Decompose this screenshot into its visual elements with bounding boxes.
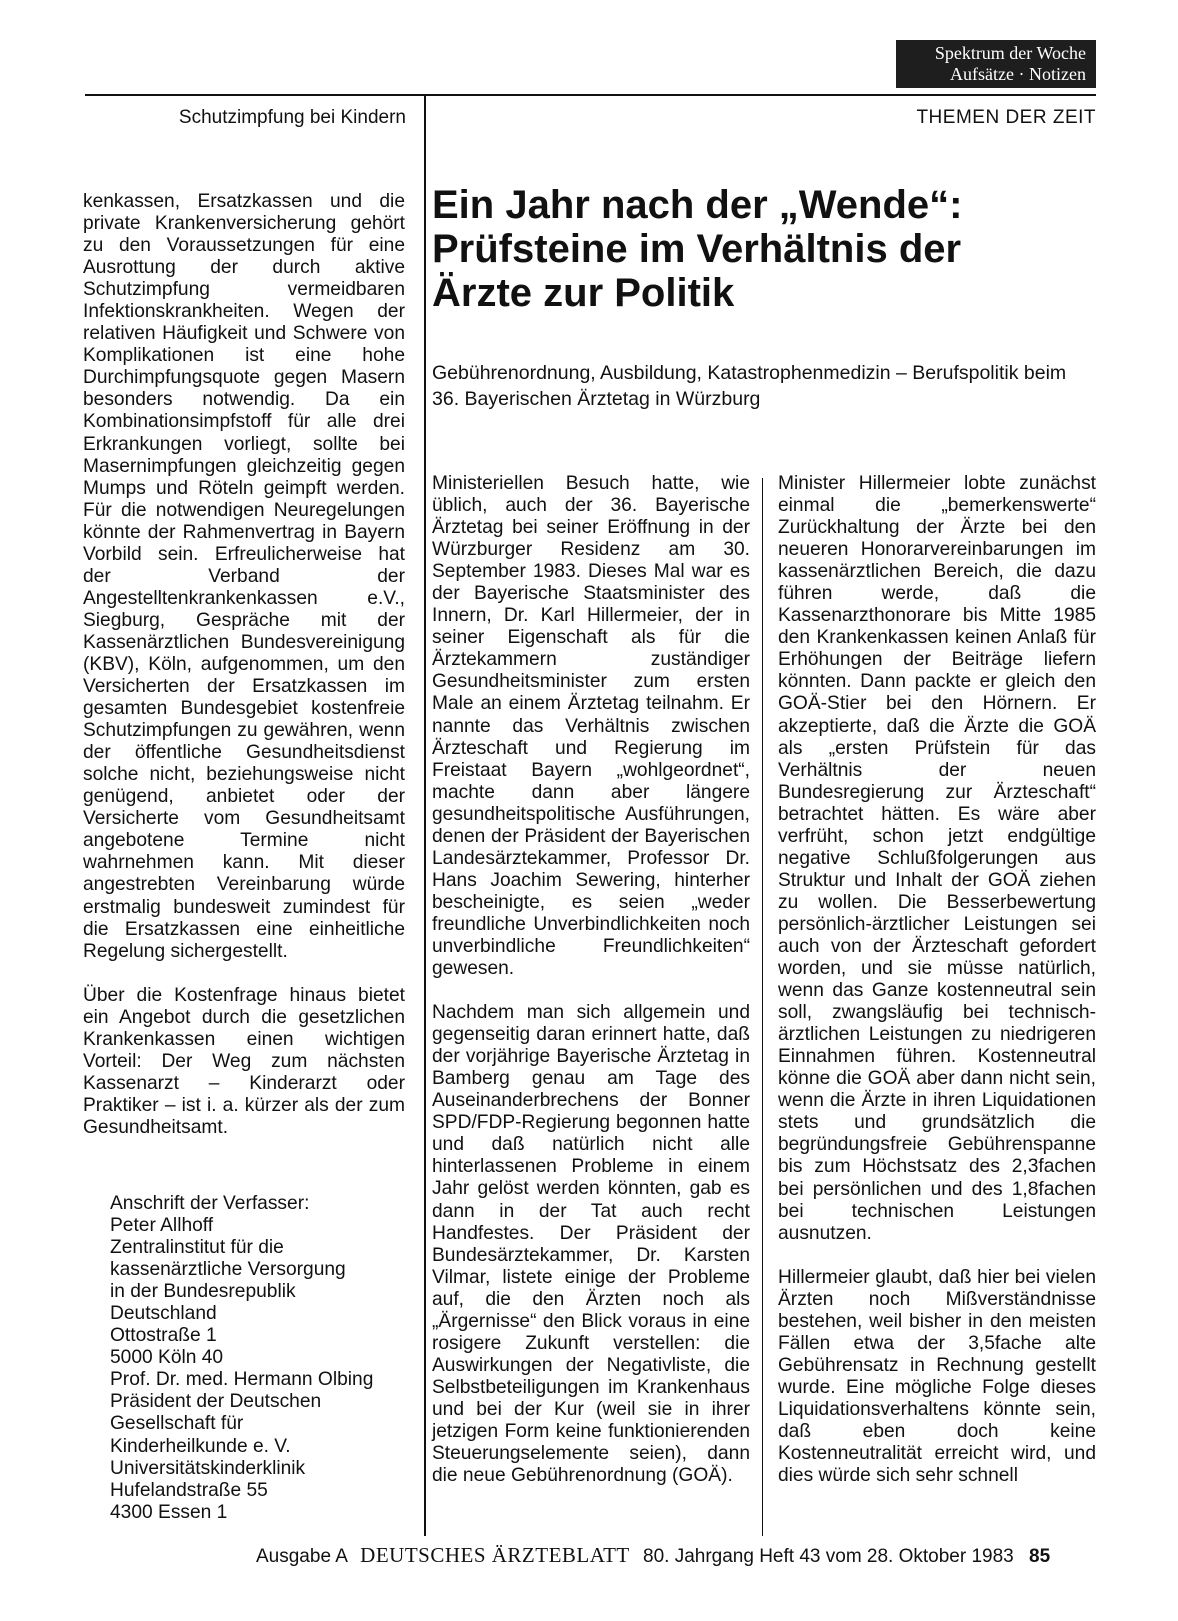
- footer-magazine: DEUTSCHES ÄRZTEBLATT: [360, 1543, 630, 1567]
- article-title: Ein Jahr nach der „Wende“: Prüfsteine im Verhältnis der Ärzte zur Politik: [432, 183, 963, 315]
- address-line: 5000 Köln 40: [110, 1347, 224, 1369]
- right-paragraph-1: Minister Hillermeier lobte zunächst einmal die „bemerkenswerte“ Zurückhaltung der Ärzte bei den neueren Honorarvereinbarungen im kassenärztlichen Bereich, die dazu führen werde, daß die Kassenarzthonorare bis Mitte 1985 den Krankenkassen keinen Anlaß für Erhöhungen der Beiträge liefern könnten. Dann packte er gleich den GOÄ-Stier bei den Hörnern. Er akzeptierte, daß die Ärzte die GOÄ als „ersten Prüfstein für das Verhältnis der neuen Bundesregierung zur Ärzteschaft“ betrachtet hätten. Es wäre aber verfrüht, schon jetzt endgültige negative Schlußfolgerungen aus Struktur und Inhalt der GOÄ ziehen zu wollen. Die Besserbewertung persönlich-ärztlicher Leistungen sei auch von der Ärzteschaft gefordert worden, und sie müsse natürlich, wenn das Ganze kostenneutral sein soll, zwangsläufig bei technisch-ärztlichen Leistungen zu niedrigeren Einnahmen führen. Kostenneutral könne die GOÄ aber dann nicht sein, wenn die Ärzte in ihren Liquidationen stets und grundsätzlich die begründungsfreie Gebührenspanne bis zum Höchstsatz des 2,3fachen bei persönlichen und des 1,8fachen bei technischen Leistungen ausnutzen.: [778, 473, 1096, 1244]
- address-line: Gesellschaft für: [110, 1413, 244, 1435]
- author-address: [110, 1193, 410, 1524]
- page-footer: [256, 1543, 1050, 1568]
- section-badge: [896, 40, 1096, 88]
- address-line: Anschrift der Verfasser:: [110, 1193, 310, 1214]
- address-line: Deutschland: [110, 1303, 217, 1325]
- address-line: Universitätskinderklinik: [110, 1457, 306, 1479]
- address-line: Kinderheilkunde e. V.: [110, 1435, 291, 1457]
- running-head-left: Schutzimpfung bei Kindern: [178, 107, 406, 128]
- right-column: [778, 473, 1096, 1509]
- address-line: Hufelandstraße 55: [110, 1479, 268, 1501]
- footer-issue: 80. Jahrgang Heft 43 vom 28. Oktober 1983: [643, 1546, 1014, 1567]
- column-divider-right: [762, 478, 763, 1536]
- address-line: Peter Allhoff: [110, 1215, 214, 1237]
- left-column: [83, 191, 405, 1161]
- column-divider-left: [424, 96, 426, 1536]
- badge-line-2: Aufsätze · Notizen: [950, 64, 1086, 84]
- address-line: in der Bundesrepublik: [110, 1281, 296, 1303]
- middle-column: [432, 473, 750, 1509]
- badge-line-1: Spektrum der Woche: [934, 43, 1086, 63]
- middle-paragraph-1: Ministeriellen Besuch hatte, wie üblich, auch der 36. Bayerische Ärztetag bei seiner Eröffnung in der Würzburger Residenz am 30. September 1983. Dieses Mal war es der Bayerische Staatsminister des Innern, Dr. Karl Hillermeier, der in seiner Eigenschaft als für die Ärztekammern zuständiger Gesundheitsminister zum ersten Male an einem Ärztetag teilnahm. Er nannte das Verhältnis zwischen Ärzteschaft und Regierung im Freistaat Bayern „wohlgeordnet“, machte dann aber längere gesundheitspolitische Ausführungen, denen der Präsident der Bayerischen Landesärztekammer, Professor Dr. Hans Joachim Sewering, hinterher bescheinigte, es seien „weder freundliche Unverbindlichkeiten noch unverbindliche Freundlichkeiten“ gewesen.: [432, 473, 750, 980]
- left-paragraph-2: Über die Kostenfrage hinaus bietet ein Angebot durch die gesetzlichen Krankenkassen einen wichtigen Vorteil: Der Weg zum nächsten Kassenarzt – Kinderarzt oder Praktiker – ist i. a. kürzer als der zum Gesundheitsamt.: [83, 984, 405, 1138]
- address-line: 4300 Essen 1: [110, 1501, 228, 1523]
- right-paragraph-2: Hillermeier glaubt, daß hier bei vielen Ärzten noch Mißverständnisse bestehen, weil bisher in den meisten Fällen etwa der 3,5fache alte Gebührensatz in Rechnung gestellt wurde. Eine mögliche Folge dieses Liquidationsverhaltens könnte sein, daß eben doch keine Kostenneutralität erreicht wird, und dies würde sich sehr schnell: [778, 1266, 1096, 1487]
- left-paragraph-1: kenkassen, Ersatzkassen und die private Krankenversicherung gehört zu den Voraussetzungen für eine Ausrottung der durch aktive Schutzimpfung vermeidbaren Infektionskrankheiten. Wegen der relativen Häufigkeit und Schwere von Komplikationen ist eine hohe Durchimpfungsquote gegen Masern besonders notwendig. Da ein Kombinationsimpfstoff für alle drei Erkrankungen vorliegt, sollte bei Masernimpfungen gleichzeitig gegen Mumps und Röteln geimpft werden. Für die notwendigen Neuregelungen könnte der Rahmenvertrag in Bayern Vorbild sein. Erfreulicherweise hat der Verband der Angestelltenkrankenkassen e.V., Siegburg, Gespräche mit der Kassenärztlichen Bundesvereinigung (KBV), Köln, aufgenommen, um den Versicherten der Ersatzkassen im gesamten Bundesgebiet kostenfreie Schutzimpfungen zu gewähren, wenn der öffentliche Gesundheitsdienst solche nicht, beziehungsweise nicht genügend, anbietet oder der Versicherte vom Gesundheitsamt angebotene Termine nicht wahrnehmen kann. Mit dieser angestrebten Vereinbarung würde erstmalig bundesweit zumindest für die Ersatzkassen eine einheitliche Regelung sichergestellt.: [83, 191, 405, 962]
- address-line: Zentralinstitut für die: [110, 1237, 284, 1259]
- footer-edition: Ausgabe A: [256, 1546, 347, 1567]
- middle-paragraph-2: Nachdem man sich allgemein und gegenseitig daran erinnert hatte, daß der vorjährige Bayerische Ärztetag in Bamberg genau am Tage des Auseinanderbrechens der Bonner SPD/FDP-Regierung begonnen hatte und daß natürlich nicht alle hinterlassenen Probleme in einem Jahr gelöst werden könnten, gab es dann in der Tat auch recht Handfestes. Der Präsident der Bundesärztekammer, Dr. Karsten Vilmar, listete einige der Probleme auf, die den Ärzten noch als „Ärgernisse“ den Blick voraus in eine rosigere Zukunft verstellen: die Auswirkungen der Negativliste, die Selbstbeteiligungen im Krankenhaus und bei der Kur (weil sie in ihrer jetzigen Form keine funktionierenden Steuerungselemente seien), dann die neue Gebührenordnung (GOÄ).: [432, 1002, 750, 1487]
- page-number: 85: [1029, 1546, 1051, 1567]
- address-line: Ottostraße 1: [110, 1325, 217, 1347]
- header-rule: [85, 94, 1096, 96]
- address-line: Präsident der Deutschen: [110, 1391, 322, 1413]
- address-line: Prof. Dr. med. Hermann Olbing: [110, 1369, 374, 1391]
- address-line: kassenärztliche Versorgung: [110, 1259, 346, 1281]
- article-subtitle: Gebührenordnung, Ausbildung, Katastrophenmedizin – Berufspolitik beim 36. Bayerischen Ärztetag in Würzburg: [432, 362, 1067, 410]
- running-head-right: THEMEN DER ZEIT: [916, 107, 1096, 128]
